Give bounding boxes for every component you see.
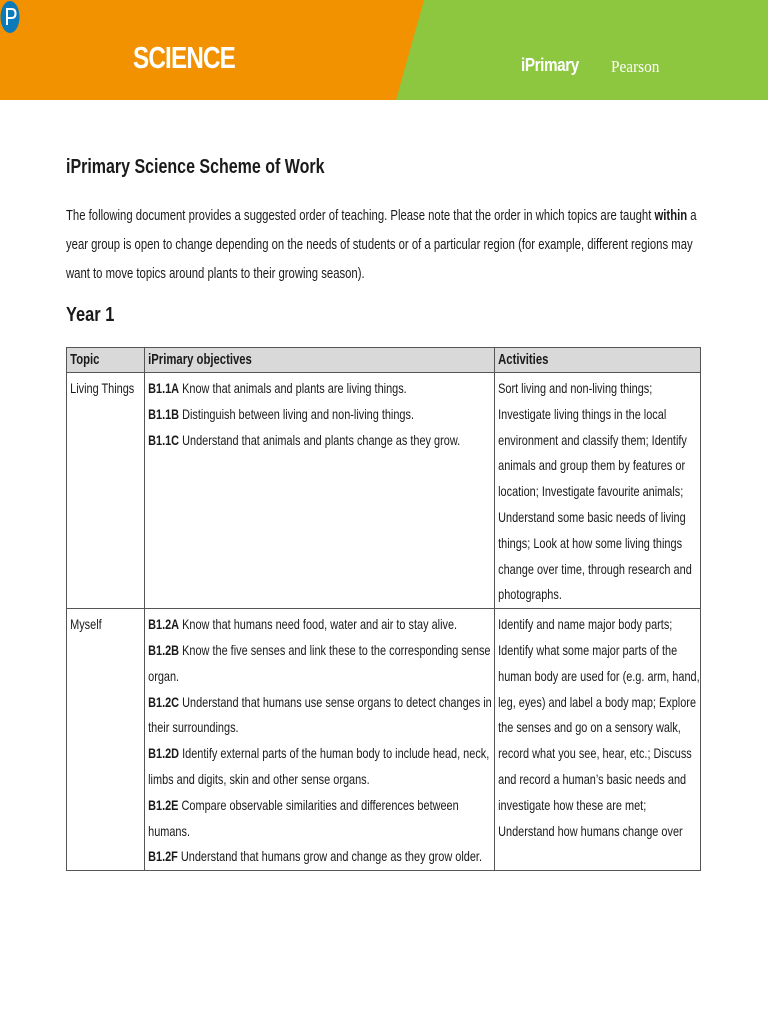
objective-text-continued: humans. [148, 822, 191, 839]
intro-paragraph [66, 202, 712, 289]
activity-line: Understand some basic needs of living [498, 508, 686, 525]
activity-line: record what you see, hear, etc.; Discuss [498, 745, 692, 762]
objective-code: B1.1A [148, 380, 180, 396]
table-row [67, 609, 701, 871]
objective-code: B1.2E [148, 796, 179, 813]
activity-line: and record a human’s basic needs and [498, 770, 687, 787]
objective-code: B1.2F [148, 848, 178, 865]
column-header-label: Activities [498, 352, 549, 368]
objective-text: Understand that animals and plants change as they grow. [182, 431, 461, 448]
topic-cell [67, 373, 145, 609]
intro-text-end: a year group is open to change depending on the needs of students or of a particular region (for example, different regions may want to move topics around plants to their growing season). [66, 208, 697, 282]
document-title: iPrimary Science Scheme of Work [66, 156, 325, 178]
objectives-list [145, 609, 492, 870]
objective-code: B1.2B [148, 641, 180, 658]
objective-text: Understand that humans use sense organs to detect changes in [182, 693, 492, 710]
column-header-objectives [145, 348, 495, 373]
objective-item [148, 741, 490, 793]
objective-text: Know that animals and plants are living things. [182, 380, 407, 396]
column-header-activities [495, 348, 701, 373]
topic-name: Living Things [70, 380, 135, 396]
objectives-cell [145, 609, 495, 871]
objective-text-continued: their surroundings. [148, 719, 239, 736]
activities-cell [495, 609, 701, 871]
activity-line: leg, eyes) and label a body map; Explore [498, 693, 697, 710]
scheme-of-work-table [66, 347, 701, 871]
objective-code: B1.2D [148, 745, 180, 762]
activities-text [495, 373, 692, 608]
activity-line: environment and classify them; Identify [498, 431, 687, 448]
activity-line: things; Look at how some living things [498, 534, 683, 551]
activity-line: change over time, through research and [498, 560, 692, 577]
activity-line: location; Investigate favourite animals; [498, 483, 684, 500]
objective-text-continued: organ. [148, 667, 180, 684]
activity-line: Investigate living things in the local [498, 405, 667, 422]
objectives-cell [145, 373, 495, 609]
activity-line: animals and group them by features or [498, 457, 686, 474]
subject-title: SCIENCE [133, 40, 236, 75]
activity-line: Identify and name major body parts; [498, 616, 673, 633]
table-header-row [67, 348, 701, 373]
activity-line: human body are used for (e.g. arm, hand, [498, 667, 700, 684]
objective-text: Distinguish between living and non-living things. [182, 405, 415, 422]
objective-text: Identify external parts of the human body to include head, neck, [182, 745, 490, 762]
column-header-label: iPrimary objectives [148, 352, 252, 368]
topic-name: Myself [70, 616, 102, 633]
objective-item [148, 428, 461, 454]
activity-line: Understand how humans change over [498, 822, 683, 839]
activities-cell [495, 373, 701, 609]
objective-text: Know the five senses and link these to the corresponding sense [182, 641, 491, 658]
intro-text-start: The following document provides a suggested order of teaching. Please note that the order in which topics are taught [66, 208, 652, 224]
pearson-wordmark: Pearson [611, 57, 660, 76]
activity-line: the senses and go on a sensory walk, [498, 719, 681, 736]
objectives-list [145, 373, 461, 453]
column-header-topic [67, 348, 145, 373]
objective-text-continued: limbs and digits, skin and other sense organs. [148, 770, 370, 787]
activity-line: Sort living and non-living things; [498, 380, 653, 396]
activity-line: photographs. [498, 586, 562, 603]
objective-text: Compare observable similarities and differences between [181, 796, 459, 813]
activity-line: Identify what some major parts of the [498, 641, 678, 658]
objective-code: B1.2C [148, 693, 180, 710]
activities-text [495, 609, 700, 844]
objective-item [148, 638, 491, 690]
pearson-p-icon [0, 0, 20, 34]
intro-emphasis: within [654, 208, 688, 224]
objective-code: B1.1C [148, 431, 180, 448]
objective-text: Know that humans need food, water and air to stay alive. [182, 616, 458, 633]
table-row [67, 373, 701, 609]
objective-item [148, 690, 492, 742]
objective-item [148, 793, 459, 845]
year-heading: Year 1 [66, 304, 115, 326]
objective-item [148, 612, 458, 638]
activity-line: investigate how these are met; [498, 796, 647, 813]
header-banner [0, 0, 768, 100]
objective-code: B1.2A [148, 616, 180, 633]
objective-item [148, 402, 417, 428]
objective-text: Understand that humans grow and change as they grow older. [180, 848, 482, 865]
column-header-label: Topic [70, 352, 100, 368]
objective-code: B1.1B [148, 405, 180, 422]
banner-background [0, 0, 768, 100]
objective-item [148, 844, 482, 870]
objective-item [148, 376, 417, 402]
topic-cell [67, 609, 145, 871]
iprimary-brand: iPrimary [521, 55, 579, 75]
